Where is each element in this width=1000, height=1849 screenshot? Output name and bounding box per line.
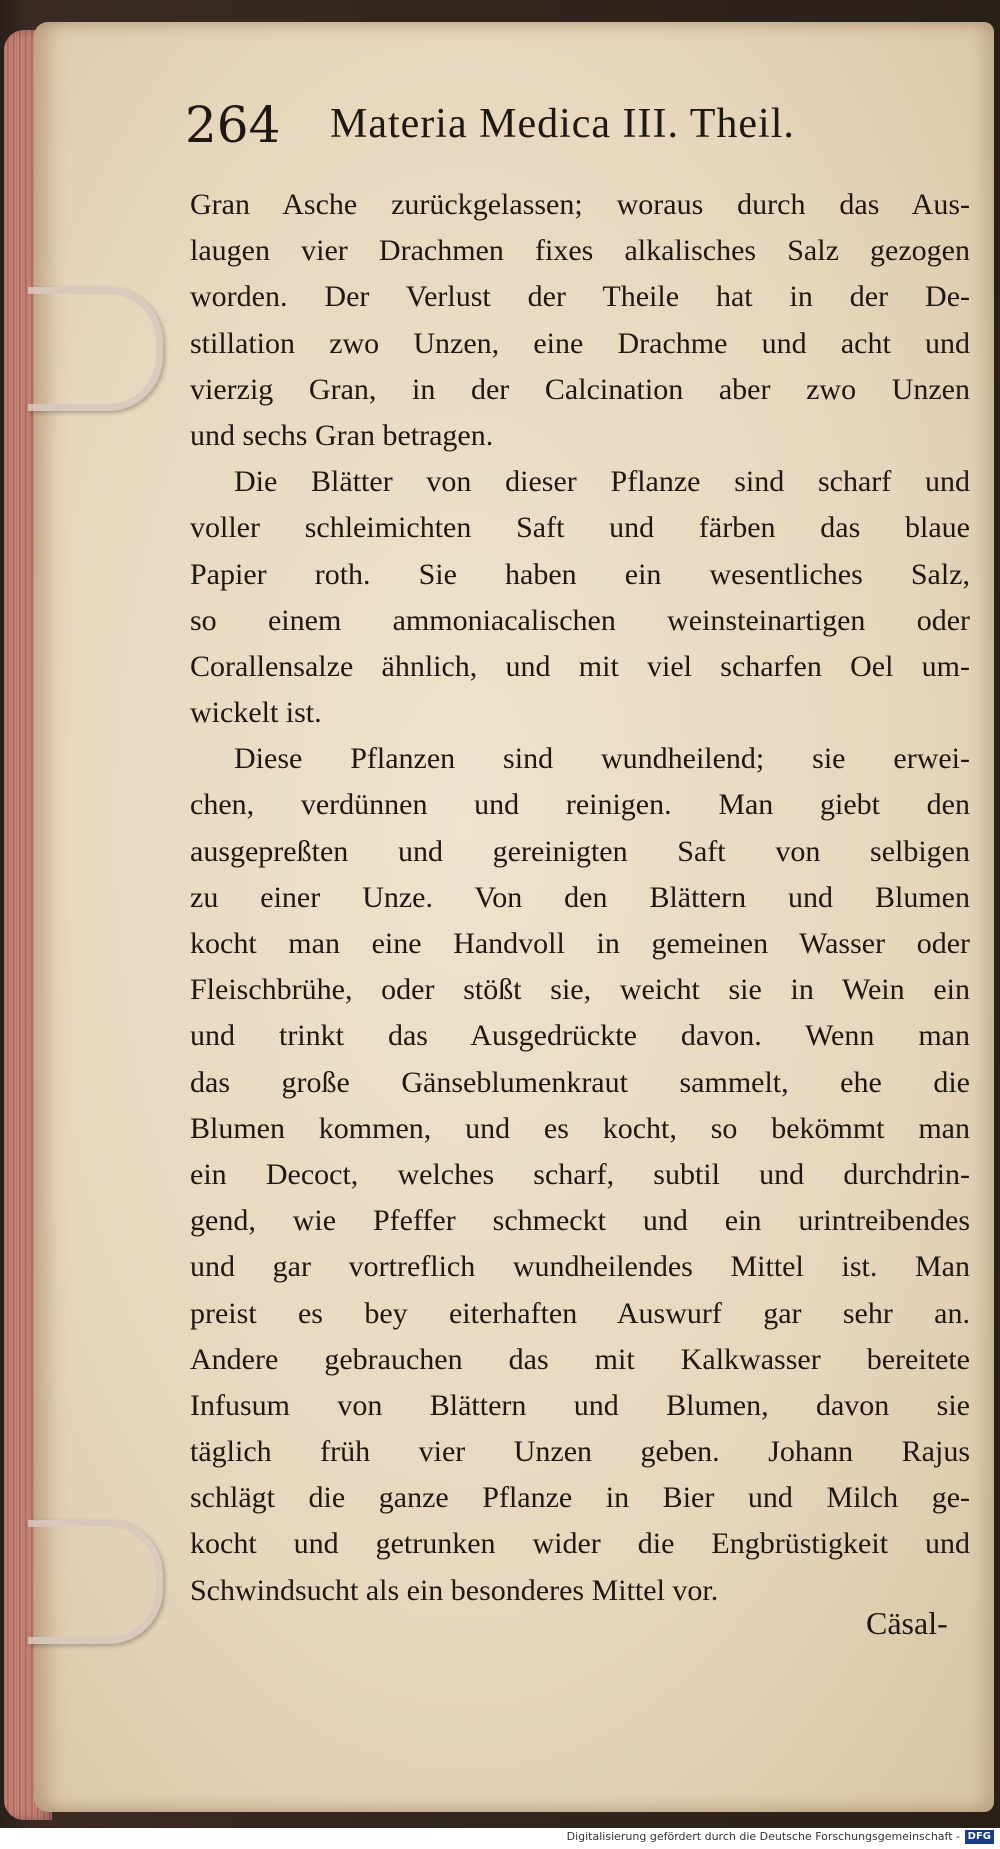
text-line: vierzig Gran, in der Calcination aber zwo Unzen xyxy=(190,372,970,406)
text-line: gend, wie Pfeffer schmeckt und ein urintreibendes xyxy=(190,1204,970,1238)
paragraph-start: Diese Pflanzen sind wundheilend; sie erwei- xyxy=(234,742,970,776)
text-line: Andere gebrauchen das mit Kalkwasser bereitete xyxy=(190,1342,970,1376)
dfg-logo: DFG xyxy=(965,1830,994,1844)
text-line: stillation zwo Unzen, eine Drachme und acht und xyxy=(190,326,970,360)
paragraph-start: Die Blätter von dieser Pflanze sind scharf und xyxy=(234,465,970,499)
page-clip-bottom xyxy=(28,1520,163,1644)
text-line: das große Gänseblumenkraut sammelt, ehe die xyxy=(190,1065,970,1099)
footer-credit: Digitalisierung gefördert durch die Deutsche Forschungsgemeinschaft - xyxy=(566,1830,960,1843)
text-line: täglich früh vier Unzen geben. Johann Rajus xyxy=(190,1435,970,1469)
text-line: Papier roth. Sie haben ein wesentliches Salz, xyxy=(190,557,970,591)
text-line: Gran Asche zurückgelassen; woraus durch das Aus- xyxy=(190,188,970,221)
text-line: ein Decoct, welches scharf, subtil und durchdrin- xyxy=(190,1157,970,1191)
text-line: schlägt die ganze Pflanze in Bier und Milch ge- xyxy=(190,1481,970,1515)
text-line: Infusum von Blättern und Blumen, davon sie xyxy=(190,1388,970,1422)
text-line: preist es bey eiterhaften Auswurf gar sehr an. xyxy=(190,1296,970,1330)
catchword: Cäsal- xyxy=(866,1605,948,1641)
text-line: ausgepreßten und gereinigten Saft von selbigen xyxy=(190,834,970,868)
text-line: und trinkt das Ausgedrückte davon. Wenn man xyxy=(190,1019,970,1053)
text-line: und sechs Gran betragen. xyxy=(190,418,494,452)
text-line: zu einer Unze. Von den Blättern und Blumen xyxy=(190,880,970,914)
page-number: 264 xyxy=(185,96,281,154)
running-title: Materia Medica III. Theil. xyxy=(330,101,795,147)
body-text xyxy=(190,182,970,1614)
text-line: voller schleimichten Saft und färben das blaue xyxy=(190,511,970,545)
page-header xyxy=(185,92,885,162)
text-line: worden. Der Verlust der Theile hat in der De- xyxy=(190,280,970,314)
text-line: und gar vortreflich wundheilendes Mittel ist. Man xyxy=(190,1250,970,1284)
text-line: so einem ammoniacalischen weinsteinartigen oder xyxy=(190,603,970,637)
text-line: laugen vier Drachmen fixes alkalisches Salz gezogen xyxy=(190,234,970,268)
text-line: wickelt ist. xyxy=(190,696,322,730)
text-line: Blumen kommen, und es kocht, so bekömmt man xyxy=(190,1111,970,1145)
text-line: Corallensalze ähnlich, und mit viel scharfen Oel um- xyxy=(190,649,970,683)
text-line: kocht und getrunken wider die Engbrüstigkeit und xyxy=(190,1527,970,1561)
text-line: Schwindsucht als ein besonderes Mittel vor. xyxy=(190,1573,719,1607)
text-line: Fleischbrühe, oder stößt sie, weicht sie in Wein ein xyxy=(190,973,970,1007)
page-clip-top xyxy=(28,287,163,411)
text-line: kocht man eine Handvoll in gemeinen Wasser oder xyxy=(190,927,970,960)
text-line: chen, verdünnen und reinigen. Man giebt den xyxy=(190,788,970,822)
